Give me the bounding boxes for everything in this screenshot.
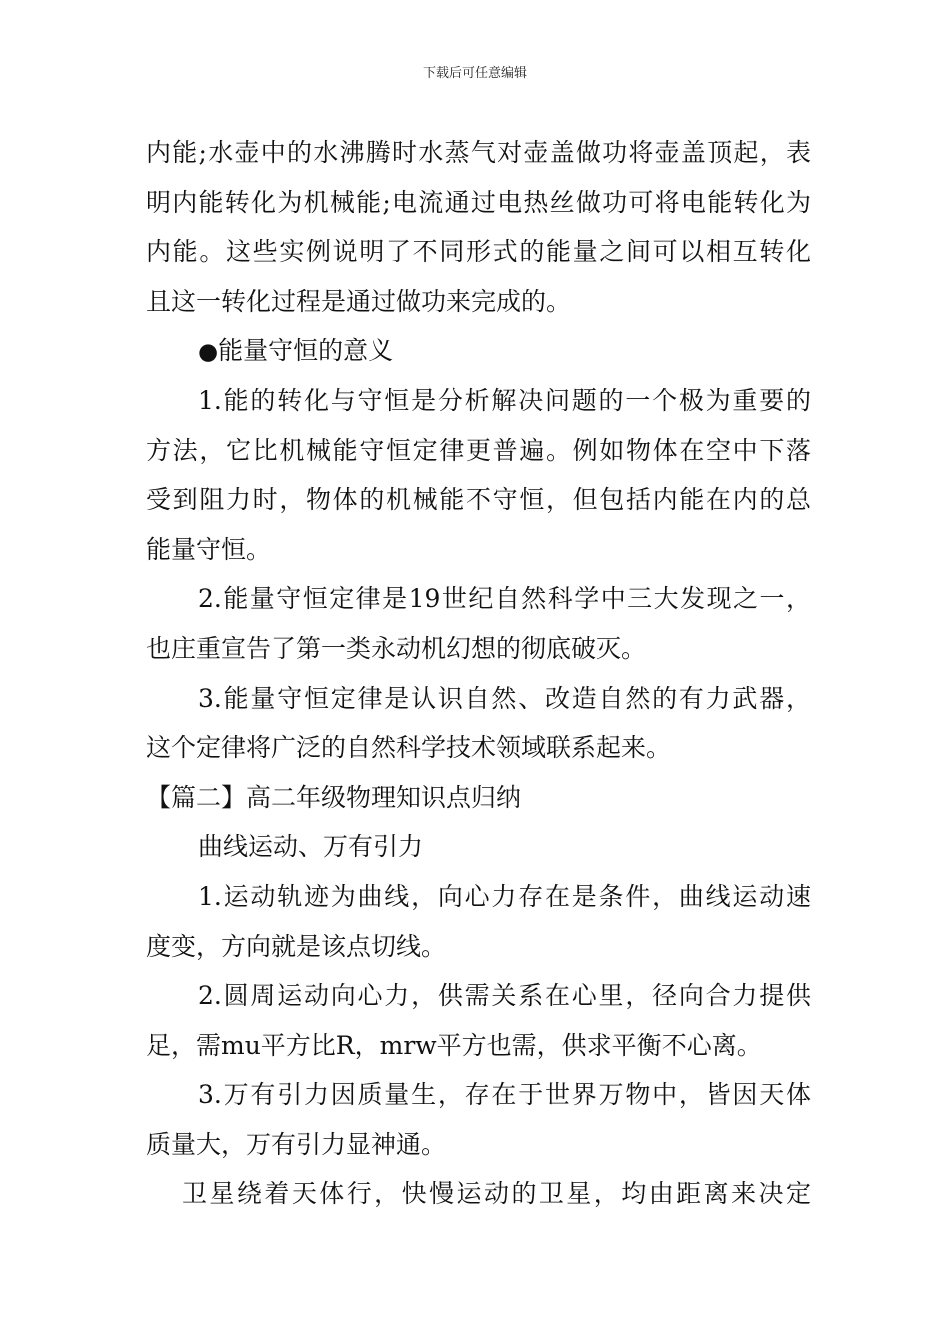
paragraph-line: 能量守恒。 xyxy=(146,534,272,564)
paragraph-line: 2.圆周运动向心力，供需关系在心里，径向合力提供 xyxy=(198,981,811,1011)
paragraph-line: 1.能的转化与守恒是分析解决问题的一个极为重要的 xyxy=(198,385,811,415)
paragraph-line: 受到阻力时，物体的机械能不守恒，但包括内能在内的总 xyxy=(146,485,811,515)
paragraph-line: 3.能量守恒定律是认识自然、改造自然的有力武器， xyxy=(198,683,811,713)
document-body xyxy=(146,128,811,1219)
paragraph-line: 质量大，万有引力显神通。 xyxy=(146,1129,447,1159)
paragraph-line: 足，需mu平方比R，mrw平方也需，供求平衡不心离。 xyxy=(146,1030,762,1060)
section-title: 【篇二】高二年级物理知识点归纳 xyxy=(146,782,522,812)
paragraph-line: 内能。这些实例说明了不同形式的能量之间可以相互转化 xyxy=(146,237,811,267)
paragraph-line: 这个定律将广泛的自然科学技术领域联系起来。 xyxy=(146,733,672,763)
section-heading xyxy=(146,326,811,376)
paragraph-line: 也庄重宣告了第一类永动机幻想的彻底破灭。 xyxy=(146,633,647,663)
paragraph-line: 明内能转化为机械能;电流通过电热丝做功可将电能转化为 xyxy=(146,187,811,217)
paragraph-line: 方法，它比机械能守恒定律更普遍。例如物体在空中下落 xyxy=(146,435,811,465)
paragraph-line: 1.运动轨迹为曲线，向心力存在是条件，曲线运动速 xyxy=(198,881,811,911)
paragraph-line: 卫星绕着天体行，快慢运动的卫星，均由距离来决定 xyxy=(182,1179,811,1209)
paragraph-line: 3.万有引力因质量生，存在于世界万物中，皆因天体 xyxy=(198,1080,811,1110)
section-heading-text: 能量守恒的意义 xyxy=(218,336,394,366)
page-header-note: 下载后可任意编辑 xyxy=(422,66,527,81)
paragraph-line: 且这一转化过程是通过做功来完成的。 xyxy=(146,286,572,316)
paragraph-line: 度变，方向就是该点切线。 xyxy=(146,931,447,961)
subsection-title: 曲线运动、万有引力 xyxy=(198,832,424,862)
bullet-icon: ● xyxy=(198,339,219,366)
paragraph-line: 内能;水壶中的水沸腾时水蒸气对壶盖做功将壶盖顶起，表 xyxy=(146,138,811,167)
paragraph-line: 2.能量守恒定律是19世纪自然科学中三大发现之一， xyxy=(198,584,811,614)
